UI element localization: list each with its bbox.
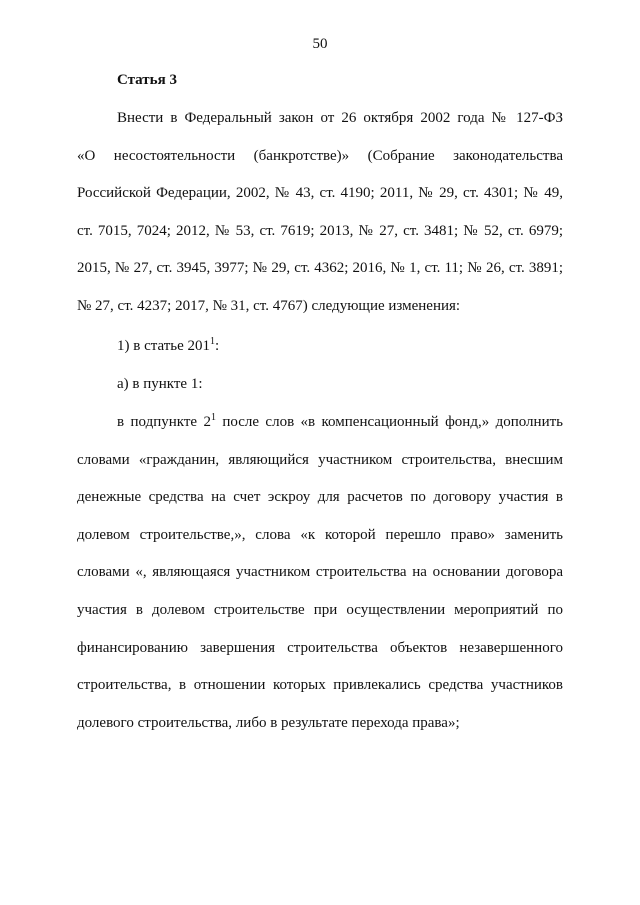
paragraph-line: долевого строительства, либо в результате перехода права»; (77, 714, 460, 731)
item-a (77, 366, 563, 404)
item-1-suffix: : (215, 338, 220, 354)
sub-paragraph-prefix: в подпункте 2 (117, 414, 211, 430)
sub-paragraph-first-line (77, 404, 563, 442)
sub-paragraph-suffix: после слов «в компенсационный фонд,» дополнить (215, 414, 563, 430)
paragraph-line: «О несостоятельности (банкротстве)» (Собрание законодательства (77, 147, 563, 164)
item-1-superscript: 1 (210, 336, 216, 347)
page-number: 50 (312, 36, 328, 52)
paragraph-line: 2015, № 27, ст. 3945, 3977; № 29, ст. 4362; 2016, № 1, ст. 11; № 26, ст. 3891; (77, 260, 563, 277)
sub-paragraph-superscript: 1 (210, 412, 216, 423)
item-1 (77, 328, 563, 366)
item-1-line (77, 328, 563, 366)
paragraph-line: долевом строительстве,», слова «к которой перешло право» заменить (77, 526, 563, 543)
paragraph-line: строительства, в отношении которых привлекались средства участников (77, 677, 563, 694)
paragraph-line: словами «, являющаяся участником строительства на основании договора (77, 564, 563, 581)
paragraph-line: Внести в Федеральный закон от 26 октября 2002 года № 127-ФЗ (117, 110, 563, 126)
paragraph-line: финансированию завершения строительства объектов незавершенного (77, 639, 563, 656)
paragraph-line: участия в долевом строительстве при осуществлении мероприятий по (77, 601, 563, 618)
sub-paragraph (77, 404, 563, 742)
paragraph-line: Российской Федерации, 2002, № 43, ст. 4190; 2011, № 29, ст. 4301; № 49, (77, 185, 563, 202)
intro-paragraph (77, 100, 563, 326)
paragraph-line: словами «гражданин, являющийся участником строительства, внесшим (77, 451, 563, 468)
paragraph-line: ст. 7015, 7024; 2012, № 53, ст. 7619; 2013, № 27, ст. 3481; № 52, ст. 6979; (77, 222, 563, 239)
paragraph-line: денежные средства на счет эскроу для расчетов по договору участия в (77, 489, 563, 506)
article-heading: Статья 3 (117, 72, 177, 88)
item-1-prefix: 1) в статье 201 (117, 338, 211, 354)
paragraph-line: № 27, ст. 4237; 2017, № 31, ст. 4767) следующие изменения: (77, 297, 461, 314)
item-a-line: а) в пункте 1: (117, 376, 203, 392)
